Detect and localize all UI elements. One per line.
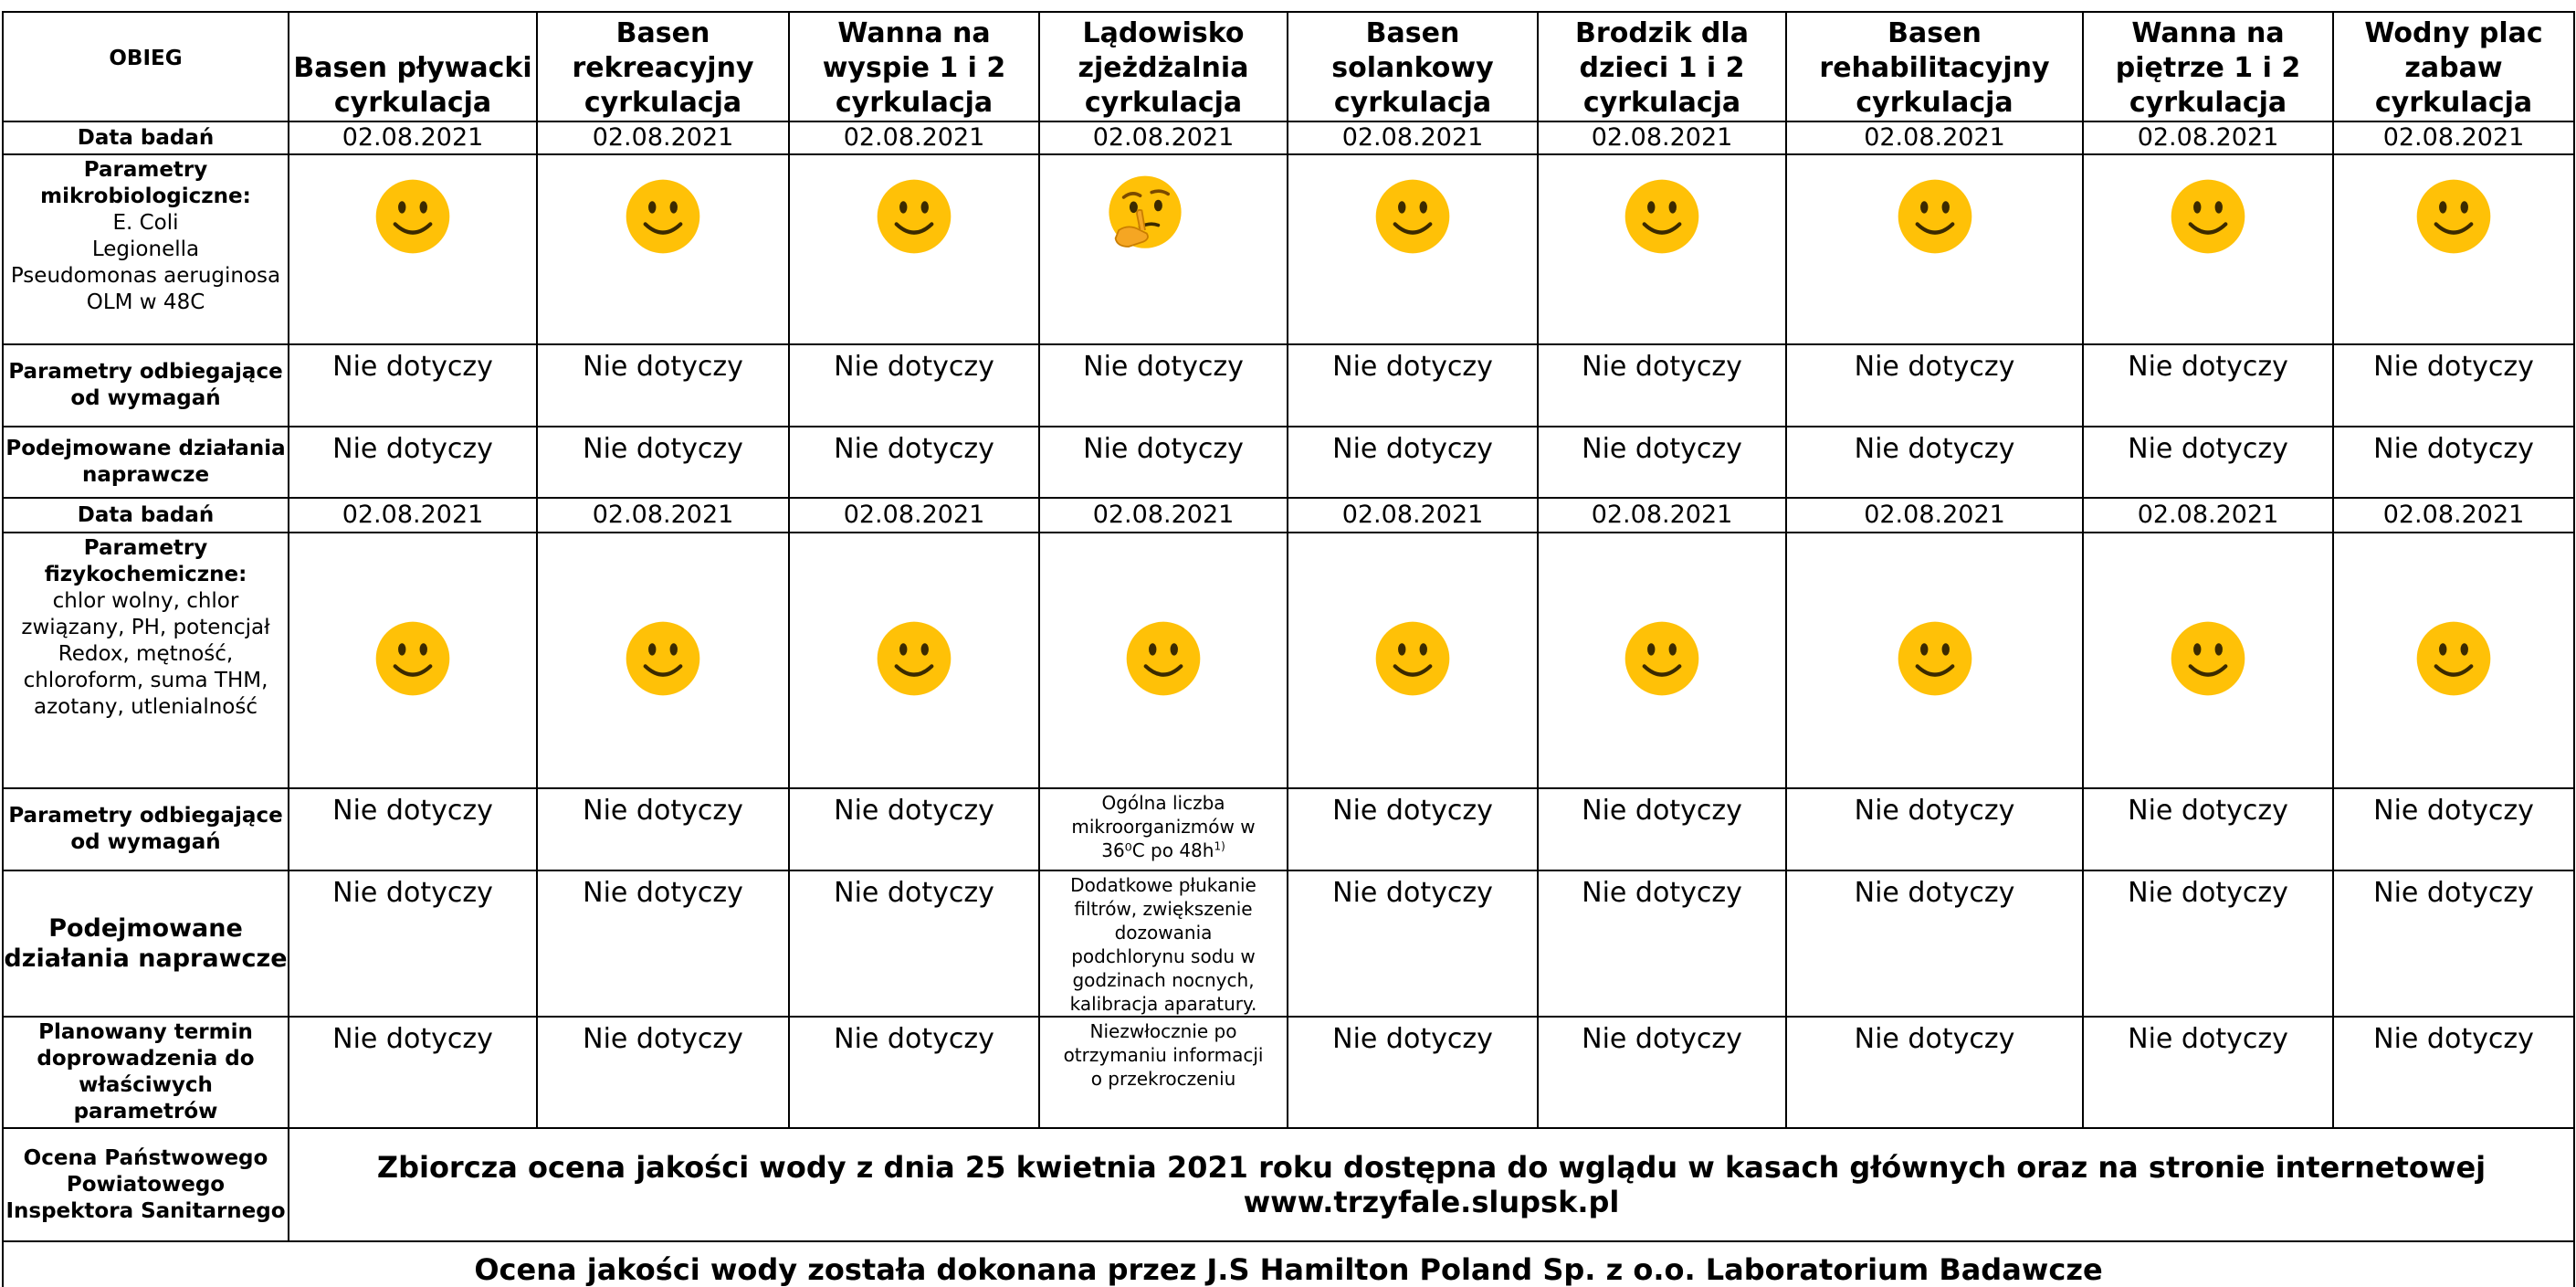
column-header: Lądowisko zjeżdżalnia cyrkulacja bbox=[1039, 12, 1288, 121]
value-cell: Nie dotyczy bbox=[537, 344, 789, 427]
smiley-icon bbox=[1897, 178, 1973, 255]
deviating-row-phys bbox=[3, 788, 2574, 870]
actions-label: Podejmowane działania naprawcze bbox=[3, 870, 289, 1017]
value-cell: Nie dotyczy bbox=[1288, 344, 1538, 427]
status-cell bbox=[1288, 154, 1538, 344]
status-cell bbox=[2333, 533, 2574, 788]
value-cell: Nie dotyczy bbox=[537, 788, 789, 870]
status-cell bbox=[2083, 154, 2333, 344]
value-cell: Nie dotyczy bbox=[1288, 870, 1538, 1017]
value-cell: Nie dotyczy bbox=[1288, 788, 1538, 870]
date-row-micro bbox=[3, 121, 2574, 154]
status-cell bbox=[2083, 533, 2333, 788]
actions-row-micro bbox=[3, 427, 2574, 498]
status-cell bbox=[537, 533, 789, 788]
phys-label bbox=[3, 533, 289, 788]
actions-row-phys bbox=[3, 870, 2574, 1017]
deviating-label: Parametry odbiegające od wymagań bbox=[3, 344, 289, 427]
value-cell: Nie dotyczy bbox=[1786, 870, 2083, 1017]
smiley-icon bbox=[625, 620, 701, 697]
footer-text: Ocena jakości wody została dokonana przez J.S Hamilton Poland Sp. z o.o. Laboratorium Badawcze bbox=[3, 1241, 2574, 1287]
micro-item: OLM w 48C bbox=[86, 290, 205, 314]
value-text: Ogólna liczba mikroorganizmów w 36⁰C po 48h bbox=[1071, 792, 1256, 861]
footer-row bbox=[3, 1241, 2574, 1287]
column-header: Brodzik dla dzieci 1 i 2 cyrkulacja bbox=[1538, 12, 1786, 121]
micro-label bbox=[3, 154, 289, 344]
value-cell: Nie dotyczy bbox=[537, 870, 789, 1017]
column-header: Wanna na piętrze 1 i 2 cyrkulacja bbox=[2083, 12, 2333, 121]
phys-items: chlor wolny, chlor związany, PH, potencjał Redox, mętność, chloroform, suma THM, azotany, utlenialność bbox=[21, 589, 270, 719]
value-cell: Nie dotyczy bbox=[1786, 427, 2083, 498]
value-cell: Dodatkowe płukanie filtrów, zwiększenie dozowania podchlorynu sodu w godzinach nocnych, kalibracja aparatury. bbox=[1039, 870, 1288, 1017]
date-cell: 02.08.2021 bbox=[537, 498, 789, 533]
value-cell: Nie dotyczy bbox=[2333, 1017, 2574, 1128]
status-cell bbox=[1786, 154, 2083, 344]
status-cell bbox=[1039, 154, 1288, 344]
planned-label: Planowany termin doprowadzenia do właściwych parametrów bbox=[3, 1017, 289, 1128]
value-cell: Nie dotyczy bbox=[789, 427, 1039, 498]
status-cell bbox=[1538, 154, 1786, 344]
thinking-face-icon bbox=[1104, 173, 1186, 255]
status-cell bbox=[289, 533, 537, 788]
date-cell: 02.08.2021 bbox=[1538, 121, 1786, 154]
deviating-label: Parametry odbiegające od wymagań bbox=[3, 788, 289, 870]
column-header: Wodny plac zabaw cyrkulacja bbox=[2333, 12, 2574, 121]
value-cell: Nie dotyczy bbox=[1538, 427, 1786, 498]
status-cell bbox=[1039, 533, 1288, 788]
value-cell: Nie dotyczy bbox=[1538, 344, 1786, 427]
column-header: Wanna na wyspie 1 i 2 cyrkulacja bbox=[789, 12, 1039, 121]
date-cell: 02.08.2021 bbox=[789, 121, 1039, 154]
date-cell: 02.08.2021 bbox=[2083, 121, 2333, 154]
column-header: Basen rehabilitacyjny cyrkulacja bbox=[1786, 12, 2083, 121]
micro-item: Pseudomonas aeruginosa bbox=[10, 264, 281, 288]
status-cell bbox=[289, 154, 537, 344]
date-label: Data badań bbox=[3, 498, 289, 533]
actions-label: Podejmowane działania naprawcze bbox=[3, 427, 289, 498]
date-row-phys bbox=[3, 498, 2574, 533]
column-header: Basen pływacki cyrkulacja bbox=[289, 12, 537, 121]
date-cell: 02.08.2021 bbox=[2083, 498, 2333, 533]
summary-text: Zbiorcza ocena jakości wody z dnia 25 kwietnia 2021 roku dostępna do wglądu w kasach głównych oraz na stronie internetowej www.trzyfale.slupsk.pl bbox=[289, 1128, 2574, 1241]
value-cell: Nie dotyczy bbox=[789, 1017, 1039, 1128]
value-cell: Nie dotyczy bbox=[289, 870, 537, 1017]
smiley-icon bbox=[1374, 620, 1451, 697]
value-cell: Nie dotyczy bbox=[2083, 788, 2333, 870]
smiley-icon bbox=[374, 178, 451, 255]
date-cell: 02.08.2021 bbox=[1039, 121, 1288, 154]
value-cell: Nie dotyczy bbox=[2083, 1017, 2333, 1128]
smiley-icon bbox=[2415, 178, 2492, 255]
date-cell: 02.08.2021 bbox=[1538, 498, 1786, 533]
value-cell: Nie dotyczy bbox=[2333, 870, 2574, 1017]
value-cell: Nie dotyczy bbox=[1538, 1017, 1786, 1128]
smiley-icon bbox=[2170, 620, 2246, 697]
value-cell: Nie dotyczy bbox=[537, 427, 789, 498]
value-cell: Nie dotyczy bbox=[1786, 344, 2083, 427]
smiley-icon bbox=[1897, 620, 1973, 697]
date-label: Data badań bbox=[3, 121, 289, 154]
column-header: Basen rekreacyjny cyrkulacja bbox=[537, 12, 789, 121]
value-cell: Nie dotyczy bbox=[2083, 344, 2333, 427]
smiley-icon bbox=[374, 620, 451, 697]
phys-row bbox=[3, 533, 2574, 788]
value-cell: Nie dotyczy bbox=[1786, 1017, 2083, 1128]
footnote-marker: 1) bbox=[1214, 839, 1225, 853]
status-cell bbox=[1786, 533, 2083, 788]
date-cell: 02.08.2021 bbox=[289, 121, 537, 154]
value-cell: Nie dotyczy bbox=[1039, 344, 1288, 427]
date-cell: 02.08.2021 bbox=[1288, 121, 1538, 154]
smiley-icon bbox=[625, 178, 701, 255]
inspector-row bbox=[3, 1128, 2574, 1241]
value-cell: Nie dotyczy bbox=[2333, 427, 2574, 498]
value-cell: Nie dotyczy bbox=[2333, 344, 2574, 427]
status-cell bbox=[537, 154, 789, 344]
value-cell: Nie dotyczy bbox=[289, 427, 537, 498]
micro-item: E. Coli bbox=[112, 211, 179, 235]
value-cell: Nie dotyczy bbox=[1538, 870, 1786, 1017]
micro-item: Legionella bbox=[91, 237, 200, 261]
micro-items bbox=[4, 210, 288, 316]
value-cell: Nie dotyczy bbox=[789, 344, 1039, 427]
value-cell: Nie dotyczy bbox=[289, 1017, 537, 1128]
value-cell: Nie dotyczy bbox=[789, 870, 1039, 1017]
date-cell: 02.08.2021 bbox=[789, 498, 1039, 533]
corner-label: OBIEG bbox=[3, 12, 289, 121]
value-cell: Nie dotyczy bbox=[1039, 427, 1288, 498]
value-cell: Nie dotyczy bbox=[537, 1017, 789, 1128]
date-cell: 02.08.2021 bbox=[1039, 498, 1288, 533]
smiley-icon bbox=[1125, 620, 1202, 697]
phys-title: Parametry fizykochemiczne: bbox=[44, 536, 247, 586]
value-cell: Nie dotyczy bbox=[1538, 788, 1786, 870]
smiley-icon bbox=[1624, 620, 1700, 697]
value-cell bbox=[1039, 788, 1288, 870]
smiley-icon bbox=[1624, 178, 1700, 255]
date-cell: 02.08.2021 bbox=[2333, 121, 2574, 154]
status-cell bbox=[1538, 533, 1786, 788]
micro-row bbox=[3, 154, 2574, 344]
value-cell: Nie dotyczy bbox=[2333, 788, 2574, 870]
value-cell: Nie dotyczy bbox=[1288, 1017, 1538, 1128]
water-quality-table bbox=[2, 11, 2575, 1287]
smiley-icon bbox=[876, 620, 952, 697]
value-cell: Nie dotyczy bbox=[289, 344, 537, 427]
date-cell: 02.08.2021 bbox=[537, 121, 789, 154]
value-cell: Nie dotyczy bbox=[1786, 788, 2083, 870]
smiley-icon bbox=[1374, 178, 1451, 255]
smiley-icon bbox=[2170, 178, 2246, 255]
header-row bbox=[3, 12, 2574, 121]
inspector-label: Ocena Państwowego Powiatowego Inspektora Sanitarnego bbox=[3, 1128, 289, 1241]
status-cell bbox=[2333, 154, 2574, 344]
date-cell: 02.08.2021 bbox=[289, 498, 537, 533]
value-cell: Nie dotyczy bbox=[789, 788, 1039, 870]
date-cell: 02.08.2021 bbox=[1786, 498, 2083, 533]
status-cell bbox=[789, 533, 1039, 788]
column-header: Basen solankowy cyrkulacja bbox=[1288, 12, 1538, 121]
smiley-icon bbox=[876, 178, 952, 255]
micro-title: Parametry mikrobiologiczne: bbox=[40, 158, 251, 208]
date-cell: 02.08.2021 bbox=[2333, 498, 2574, 533]
date-cell: 02.08.2021 bbox=[1288, 498, 1538, 533]
value-cell: Niezwłocznie po otrzymaniu informacji o przekroczeniu bbox=[1039, 1017, 1288, 1128]
status-cell bbox=[789, 154, 1039, 344]
date-cell: 02.08.2021 bbox=[1786, 121, 2083, 154]
smiley-icon bbox=[2415, 620, 2492, 697]
status-cell bbox=[1288, 533, 1538, 788]
value-cell: Nie dotyczy bbox=[289, 788, 537, 870]
value-cell: Nie dotyczy bbox=[1288, 427, 1538, 498]
planned-row bbox=[3, 1017, 2574, 1128]
value-cell: Nie dotyczy bbox=[2083, 427, 2333, 498]
value-cell: Nie dotyczy bbox=[2083, 870, 2333, 1017]
deviating-row-micro bbox=[3, 344, 2574, 427]
